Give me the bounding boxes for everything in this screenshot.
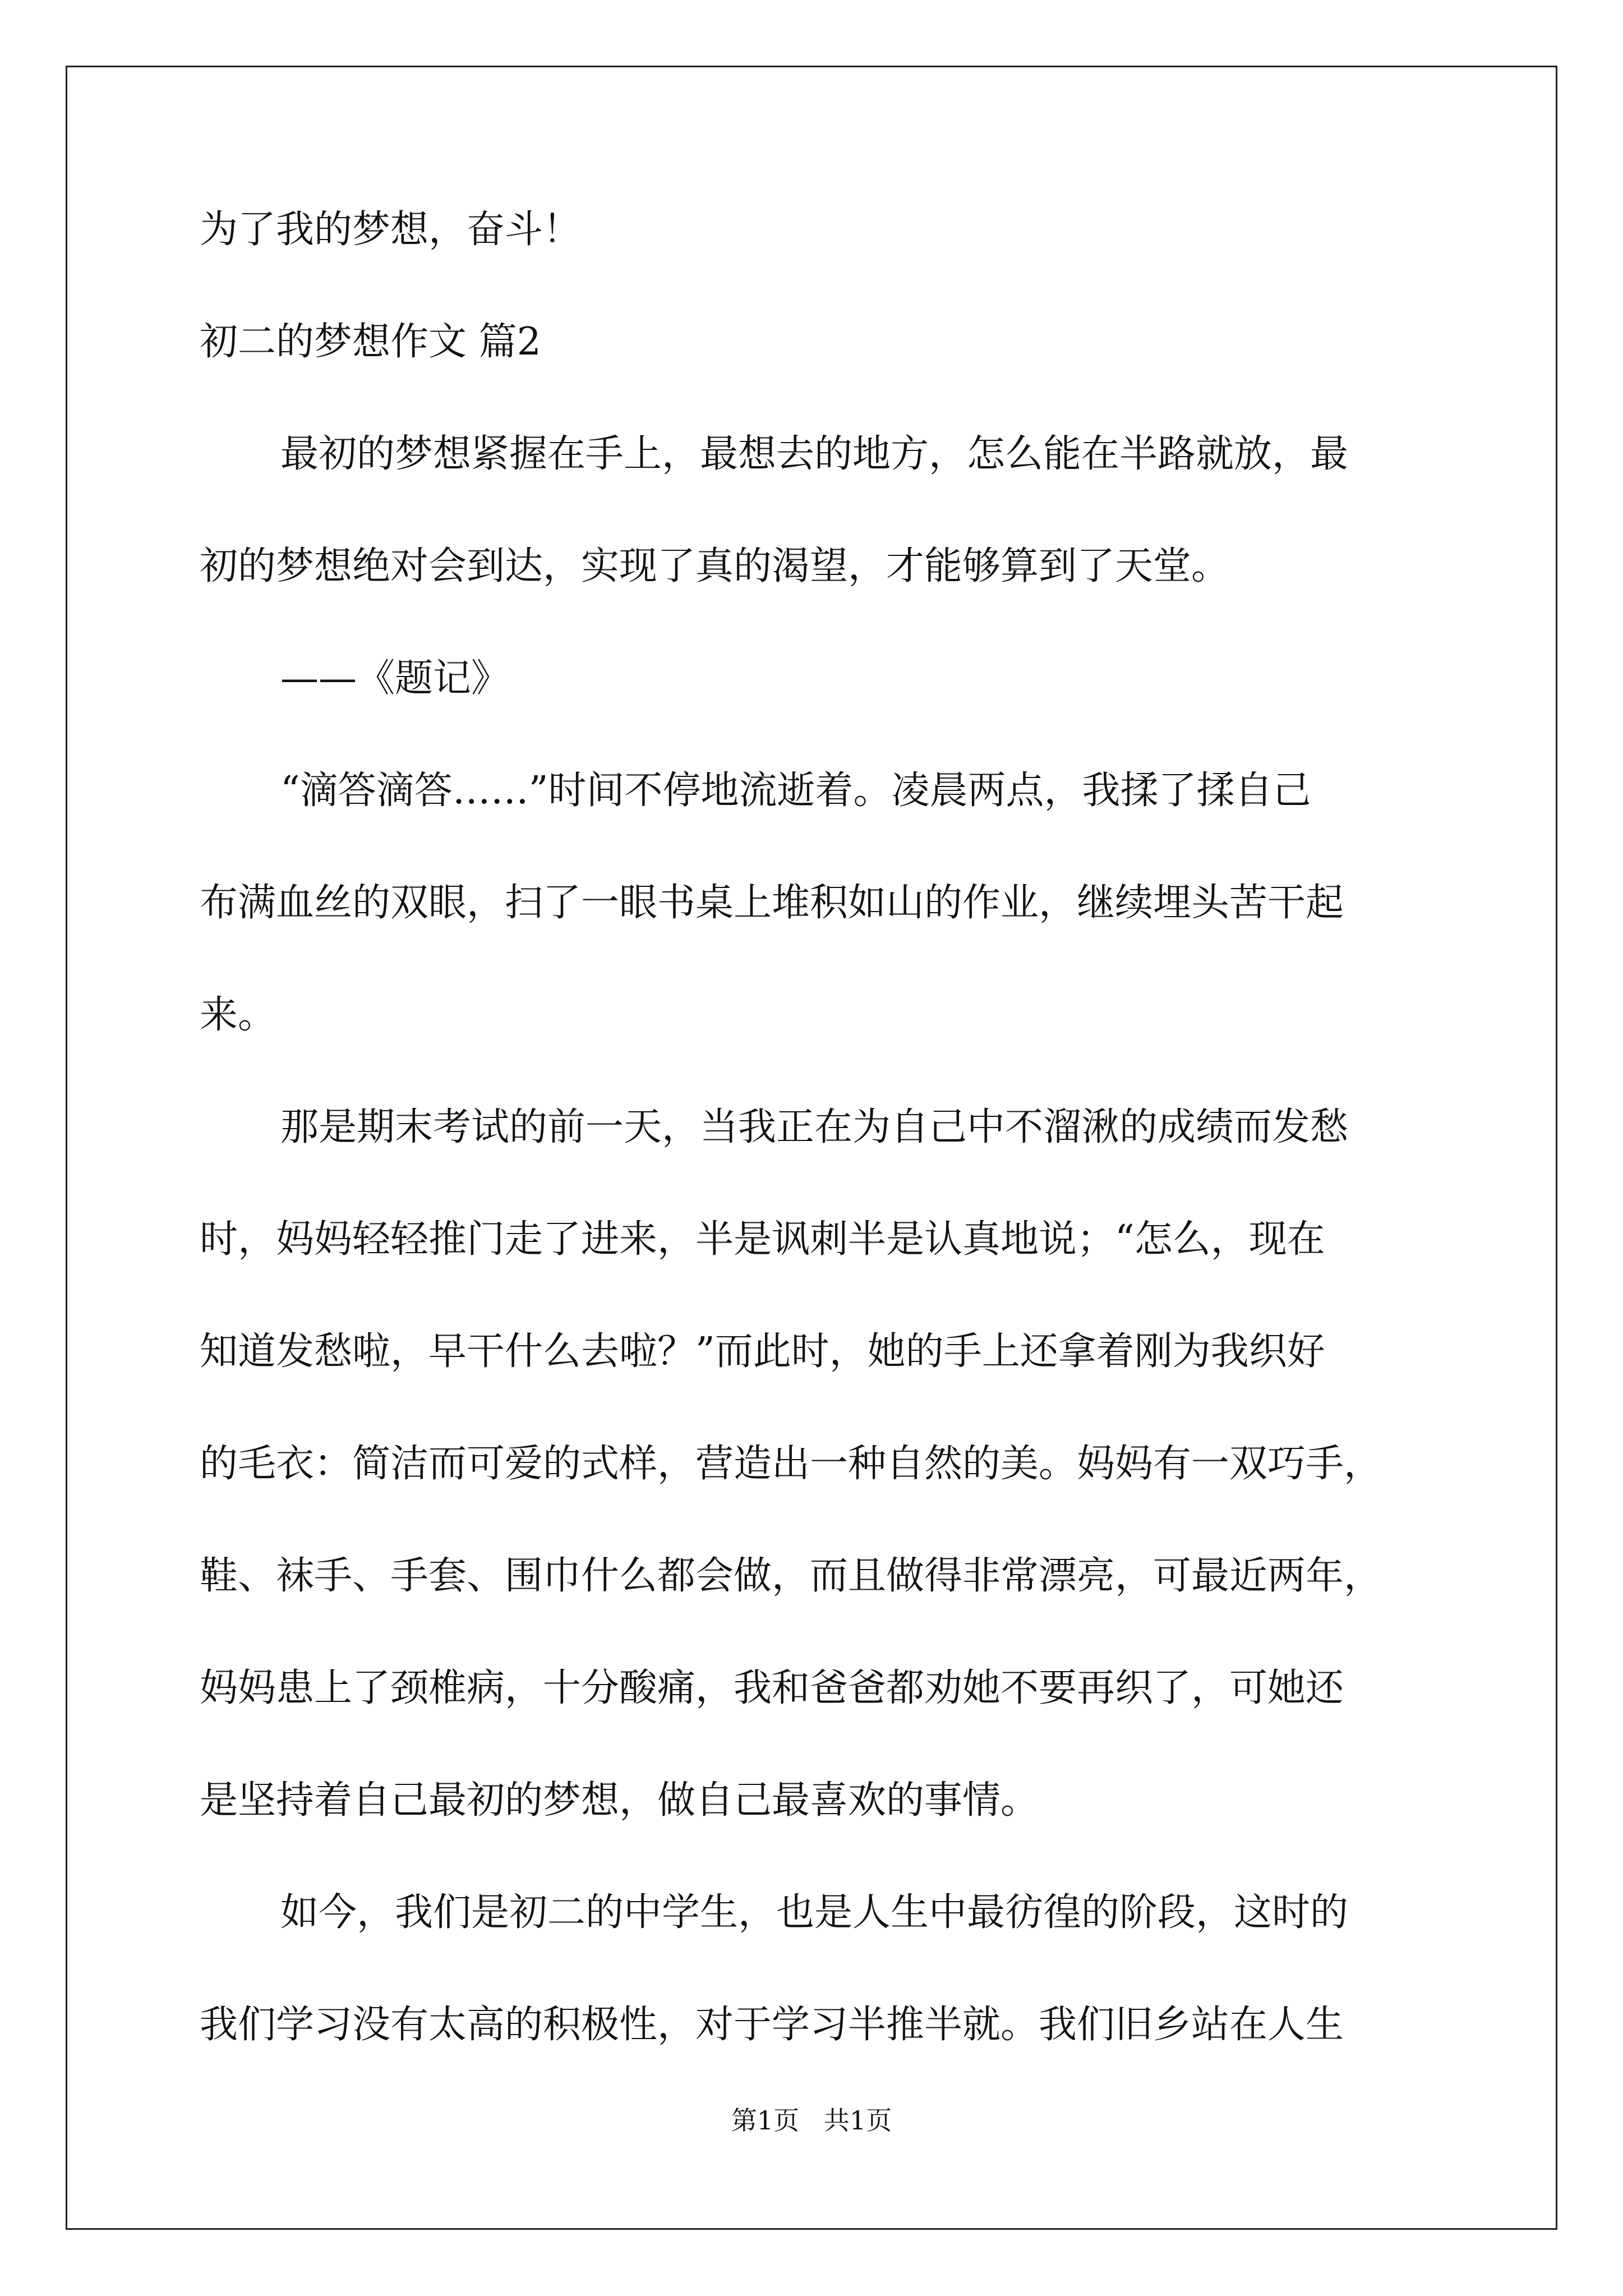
text-line: “滴答滴答……”时间不停地流逝着。凌晨两点，我揉了揉自己 [280,769,1311,813]
text-line: 最初的梦想紧握在手上，最想去的地方，怎么能在半路就放，最 [280,432,1349,476]
page-footer: 第1页 共1页 [731,2105,892,2136]
text-line: 如今，我们是初二的中学生，也是人生中最彷徨的阶段，这时的 [280,1890,1349,1935]
epigraph-attribution: ——《题记》 [280,656,510,701]
text-line: 的毛衣：简洁而可爱的式样，营造出一种自然的美。妈妈有一双巧手， [200,1442,1382,1486]
text-line: 我们学习没有太高的积极性，对于学习半推半就。我们旧乡站在人生 [200,2003,1344,2047]
text-line: 为了我的梦想，奋斗！ [200,208,582,252]
text-line: 妈妈患上了颈椎病，十分酸痛，我和爸爸都劝她不要再织了，可她还 [200,1666,1344,1710]
text-line: 来。 [200,993,276,1037]
text-line: 那是期末考试的前一天，当我正在为自己中不溜湫的成绩而发愁 [280,1105,1349,1149]
text-line: 布满血丝的双眼，扫了一眼书桌上堆积如山的作业，继续埋头苦干起 [200,881,1344,925]
section-heading: 初二的梦想作文 篇2 [200,320,541,364]
text-line: 初的梦想绝对会到达，实现了真的渴望，才能够算到了天堂。 [200,544,1230,588]
text-line: 知道发愁啦，早干什么去啦？”而此时，她的手上还拿着刚为我织好 [200,1329,1325,1374]
text-line: 是坚持着自己最初的梦想，做自己最喜欢的事情。 [200,1778,1039,1823]
text-line: 鞋、袜手、手套、围巾什么都会做，而且做得非常漂亮，可最近两年， [200,1554,1382,1598]
text-line: 时，妈妈轻轻推门走了进来，半是讽刺半是认真地说；“怎么，现在 [200,1217,1325,1262]
